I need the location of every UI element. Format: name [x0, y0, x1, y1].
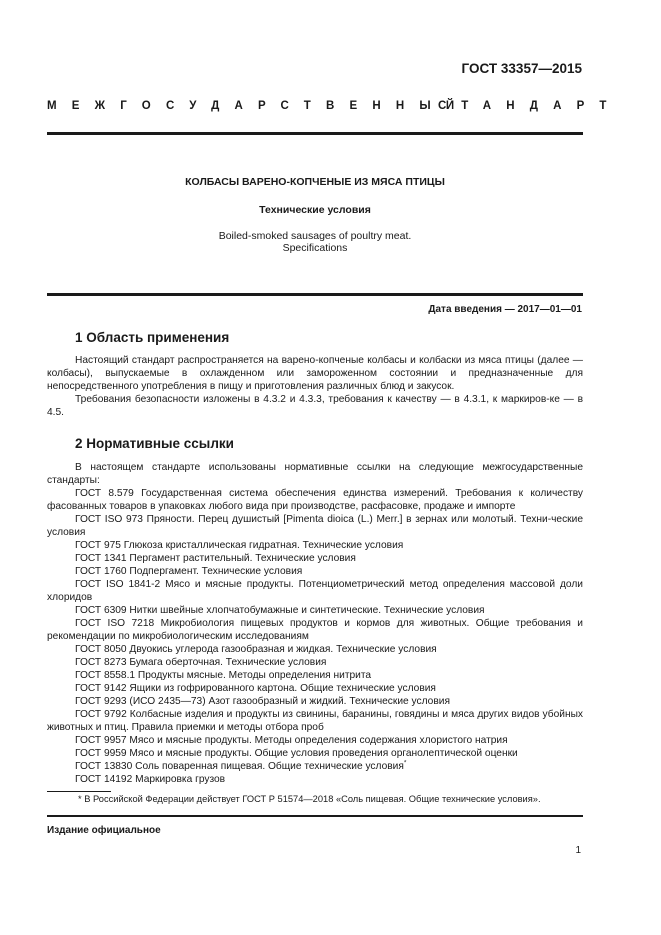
category-word-standard: СТАНДАРТ — [438, 100, 622, 112]
document-subtitle: Технические условия — [259, 204, 371, 216]
reference-item: ГОСТ 9792 Колбасные изделия и продукты из свинины, баранины, говядины и мяса других видов убойных животных и птиц. Правила приемки и методы отбора проб — [47, 709, 583, 733]
section2-intro: В настоящем стандарте использованы нормативные ссылки на следующие межгосударственные стандарты: — [47, 462, 583, 486]
reference-item: ГОСТ 9959 Мясо и мясные продукты. Общие условия проведения органолептической оценки — [75, 748, 518, 759]
reference-item: ГОСТ 9957 Мясо и мясные продукты. Методы определения содержания хлористого натрия — [75, 735, 508, 746]
page-number: 1 — [575, 845, 581, 856]
section1-heading: 1 Область применения — [75, 330, 230, 345]
reference-item-with-footnote — [47, 760, 583, 773]
english-title-line2: Specifications — [282, 242, 348, 254]
edition-label: Издание официальное — [47, 825, 161, 836]
section2-body — [47, 461, 583, 786]
reference-item: ГОСТ 8.579 Государственная система обеспечения единства измерений. Требования к количеству фасованных товаров в упаковках любого вида при производстве, расфасовке, продаже и импорте — [47, 488, 583, 512]
reference-item: ГОСТ ISO 1841-2 Мясо и мясные продукты. Потенциометрический метод определения массовой доли хлоридов — [47, 579, 583, 603]
standard-category — [47, 100, 622, 116]
reference-item: ГОСТ 14192 Маркировка грузов — [75, 774, 226, 785]
english-title-line1: Boiled-smoked sausages of poultry meat. — [218, 230, 412, 242]
section1-paragraph: Настоящий стандарт распространяется на варено-копченые колбасы и колбаски из мяса птицы (далее — колбасы), выпускаемые в охлажденном или замороженном состоянии и предназначенные для непосредственного употребления в пищу и приготовления различных блюд и закусок. — [47, 355, 583, 392]
reference-item: ГОСТ 8050 Двуокись углерода газообразная и жидкая. Технические условия — [75, 644, 437, 655]
category-word-interstate: МЕЖГОСУДАРСТВЕННЫЙ — [47, 100, 470, 112]
reference-item: ГОСТ 6309 Нитки швейные хлопчатобумажные и синтетические. Технические условия — [75, 605, 485, 616]
reference-item: ГОСТ 1341 Пергамент растительный. Технические условия — [75, 553, 356, 564]
footnote-text: * В Российской Федерации действует ГОСТ Р 51574—2018 «Соль пищевая. Общие технические условия». — [78, 794, 541, 804]
introduction-date: Дата введения — 2017—01—01 — [428, 304, 582, 315]
footnote-separator — [47, 791, 111, 792]
reference-item: ГОСТ 975 Глюкоза кристаллическая гидратная. Технические условия — [75, 540, 404, 551]
section1-paragraph: Требования безопасности изложены в 4.3.2 и 4.3.3, требования к качеству — в 4.3.1, к маркиров-ке — в 4.5. — [47, 394, 583, 418]
english-title — [47, 230, 583, 254]
header-rule — [47, 132, 583, 135]
reference-item: ГОСТ 9142 Ящики из гофрированного картона. Общие технические условия — [75, 683, 436, 694]
document-title: КОЛБАСЫ ВАРЕНО-КОПЧЕНЫЕ ИЗ МЯСА ПТИЦЫ — [185, 176, 445, 188]
title-rule — [47, 293, 583, 296]
section1-body — [47, 354, 583, 419]
reference-item: ГОСТ 1760 Подпергамент. Технические условия — [75, 566, 303, 577]
reference-item: ГОСТ 9293 (ИСО 2435—73) Азот газообразный и жидкий. Технические условия — [75, 696, 450, 707]
section2-heading: 2 Нормативные ссылки — [75, 436, 234, 451]
reference-item: ГОСТ ISO 7218 Микробиология пищевых продуктов и кормов для животных. Общие требования и рекомендации по микробиологическим исследованиям — [47, 618, 583, 642]
reference-text: ГОСТ 13830 Соль поваренная пищевая. Общие технические условия — [75, 761, 404, 772]
footer-rule — [47, 815, 583, 817]
reference-item: ГОСТ ISO 973 Пряности. Перец душистый [Pimenta dioica (L.) Merr.] в зернах или молотый. Техни-ческие условия — [47, 514, 583, 538]
footnote-marker: * — [403, 759, 407, 767]
reference-item: ГОСТ 8558.1 Продукты мясные. Методы определения нитрита — [75, 670, 372, 681]
reference-item: ГОСТ 8273 Бумага оберточная. Технические условия — [75, 657, 327, 668]
standard-number: ГОСТ 33357—2015 — [461, 61, 582, 76]
